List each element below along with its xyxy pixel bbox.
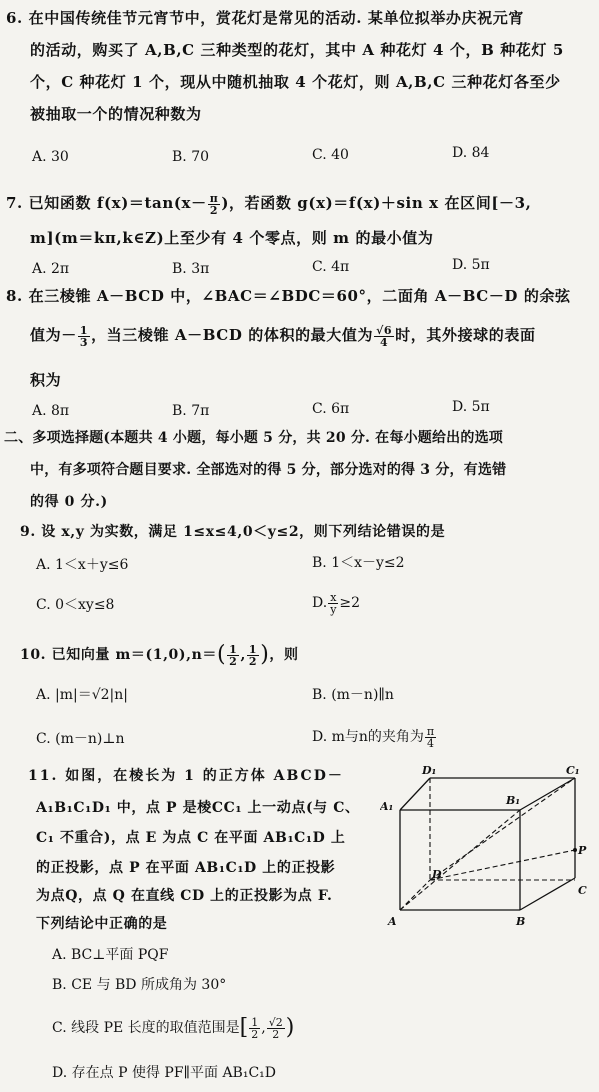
q10-comma: , xyxy=(240,647,246,663)
q9-option-c: C. 0＜xy≤8 xyxy=(36,597,115,613)
q7-fraction xyxy=(208,193,221,216)
section2-line2: 中，有多项符合题目要求. 全部选对的得 5 分，部分选对的得 3 分，有选错 xyxy=(30,462,507,478)
q11-line4: 的正投影，点 P 在平面 AB₁C₁D 上的正投影 xyxy=(36,860,336,876)
cube-figure xyxy=(380,760,590,930)
q9-optd-b: ≥2 xyxy=(339,595,361,611)
q9-option-b: B. 1＜x－y≤2 xyxy=(312,555,405,571)
q7-option-b: B. 3π xyxy=(172,261,210,277)
edge-b1-c1 xyxy=(520,778,575,810)
q10-option-b: B. (m－n)∥n xyxy=(312,687,394,703)
diag-a-b1 xyxy=(400,810,520,910)
q6-line3: 个，C 种花灯 1 个，现从中随机抽取 4 个花灯，则 A,B,C 三种花灯各至少 xyxy=(30,73,561,91)
q7-line1-a: 7. 已知函数 f(x)＝tan(x－ xyxy=(6,194,207,212)
q10-option-c: C. (m－n)⊥n xyxy=(36,731,125,747)
q11-line5: 为点Q，点 Q 在直线 CD 上的正投影为点 F. xyxy=(36,888,333,904)
q7-line2: m](m＝kπ,k∈Z)上至少有 4 个零点，则 m 的最小值为 xyxy=(30,229,434,247)
label-p: P xyxy=(578,844,587,857)
q7-option-c: C. 4π xyxy=(312,259,350,275)
q11-line3: C₁ 不重合)，点 E 为点 C 在平面 AB₁C₁D 上 xyxy=(36,830,346,846)
q11-optc-fraction-2 xyxy=(267,1017,285,1040)
q8-line2-b: ，当三棱锥 A－BCD 的体积的最大值为 xyxy=(91,326,374,344)
q8-option-d: D. 5π xyxy=(452,399,490,415)
q9-optd-a: D. xyxy=(312,595,328,611)
q8-option-c: C. 6π xyxy=(312,401,350,417)
q10-frac2-den: 2 xyxy=(248,654,258,668)
q8-fraction-cos xyxy=(78,325,90,348)
q7-line1-b: )，若函数 g(x)＝f(x)＋sin x 在区间[－3, xyxy=(221,194,532,212)
q10-stem-b: ，则 xyxy=(269,647,299,663)
q7-line1 xyxy=(6,190,532,216)
q11-optc-frac2-den: 2 xyxy=(272,1027,280,1041)
q8-frac-num: 1 xyxy=(79,323,89,337)
q9-optd-num: x xyxy=(330,590,337,604)
q11-option-c: C. 线段 PE 长度的取值范围是[ $\frac{1}{2}$ , $\frac{√2}{2}$ ) xyxy=(52,1015,295,1041)
q11-option-d: D. 存在点 P 使得 PF∥平面 AB₁C₁D xyxy=(52,1065,277,1081)
q8-fraction-volume xyxy=(374,325,394,348)
edge-a-d-hidden xyxy=(400,880,430,910)
q10-stem-a: 10. 已知向量 m＝(1,0),n＝ xyxy=(20,647,217,663)
q6-line4: 被抽取一个的情况种数为 xyxy=(30,105,202,123)
q8-option-a: A. 8π xyxy=(32,403,70,419)
q10-fraction-1 xyxy=(227,644,239,667)
q11-option-a: A. BC⊥平面 PQF xyxy=(52,947,169,963)
q9-optd-fraction xyxy=(328,592,338,615)
q9-optd-den: y xyxy=(330,602,337,616)
q11-paren-close: ) xyxy=(285,1015,295,1040)
q6-option-b: B. 70 xyxy=(172,149,210,165)
q10-option-a: A. |m|＝√2|n| xyxy=(36,687,128,703)
q10-optd-fraction xyxy=(425,726,436,749)
q6-line2: 的活动，购买了 A,B,C 三种类型的花灯，其中 A 种花灯 4 个，B 种花灯 5 xyxy=(30,41,564,59)
q8-frac2-num: √6 xyxy=(376,323,393,337)
q7-option-d: D. 5π xyxy=(452,257,490,273)
label-d1: D₁ xyxy=(422,764,437,777)
q8-option-b: B. 7π xyxy=(172,403,210,419)
q10-paren-close: ) xyxy=(260,642,270,667)
q6-option-a: A. 30 xyxy=(32,149,69,165)
q9-option-a: A. 1＜x＋y≤6 xyxy=(36,557,129,573)
q8-frac-den: 3 xyxy=(79,335,89,349)
q8-line2-a: 值为－ xyxy=(30,326,77,344)
q11-bracket-open: [ xyxy=(239,1015,249,1040)
label-b1: B₁ xyxy=(506,794,521,807)
q11-optc-frac1-num: 1 xyxy=(251,1015,259,1029)
label-c1: C₁ xyxy=(566,764,580,777)
q11-line1: 11. 如图，在棱长为 1 的正方体 ABCD－ xyxy=(28,768,344,784)
q7-frac-num: π xyxy=(209,191,219,205)
q11-optc-a: C. 线段 PE 长度的取值范围是 xyxy=(52,1020,240,1036)
q10-optd-den: 4 xyxy=(427,736,435,750)
q10-fraction-2 xyxy=(247,644,259,667)
section2-line3: 的得 0 分.) xyxy=(30,494,108,510)
q6-option-d: D. 84 xyxy=(452,145,490,161)
q11-line2: A₁B₁C₁D₁ 中，点 P 是棱CC₁ 上一动点(与 C、 xyxy=(36,800,360,816)
q6-line1: 6. 在中国传统佳节元宵节中，赏花灯是常见的活动. 某单位拟举办庆祝元宵 xyxy=(6,9,524,27)
q10-optd-num: π xyxy=(426,724,435,738)
q9-stem: 9. 设 x,y 为实数，满足 1≤x≤4,0＜y≤2，则下列结论错误的是 xyxy=(20,524,446,540)
label-a1: A₁ xyxy=(380,800,394,813)
q8-frac2-den: 4 xyxy=(379,335,389,349)
section2-line1: 二、多项选择题(本题共 4 小题，每小题 5 分，共 20 分. 在每小题给出的选项 xyxy=(4,430,503,446)
q10-frac1-den: 2 xyxy=(229,654,238,668)
q8-line1: 8. 在三棱锥 A－BCD 中，∠BAC＝∠BDC＝60°，二面角 A－BC－D 的余弦 xyxy=(6,287,571,305)
q8-line2 xyxy=(30,320,536,350)
edge-a1-d1 xyxy=(400,778,430,810)
q11-optc-frac1-den: 2 xyxy=(251,1027,259,1041)
label-c: C xyxy=(578,884,587,897)
q8-line2-c: 时，其外接球的表面 xyxy=(395,326,536,344)
q10-option-d xyxy=(312,722,437,752)
q10-frac2-num: 1 xyxy=(248,642,258,656)
q7-option-a: A. 2π xyxy=(32,261,70,277)
q11-option-b: B. CE 与 BD 所成角为 30° xyxy=(52,977,227,993)
q6-option-c: C. 40 xyxy=(312,147,349,163)
q9-option-d xyxy=(312,588,360,618)
point-p xyxy=(573,848,577,852)
q10-stem xyxy=(20,640,299,670)
q10-paren-open: ( xyxy=(216,642,227,667)
q11-optc-fraction-1 xyxy=(249,1017,260,1040)
q7-frac-den: 2 xyxy=(209,203,219,217)
q8-line3: 积为 xyxy=(30,371,62,389)
label-b: B xyxy=(516,915,526,928)
label-d: D xyxy=(432,868,442,881)
q10-optd-a: D. m与n的夹角为 xyxy=(312,729,424,745)
q11-optc-frac2-num: √2 xyxy=(268,1015,283,1029)
q11-line6: 下列结论中正确的是 xyxy=(36,916,168,932)
edge-b-c xyxy=(520,878,575,910)
q10-frac1-num: 1 xyxy=(229,642,238,656)
label-a: A xyxy=(388,915,397,928)
